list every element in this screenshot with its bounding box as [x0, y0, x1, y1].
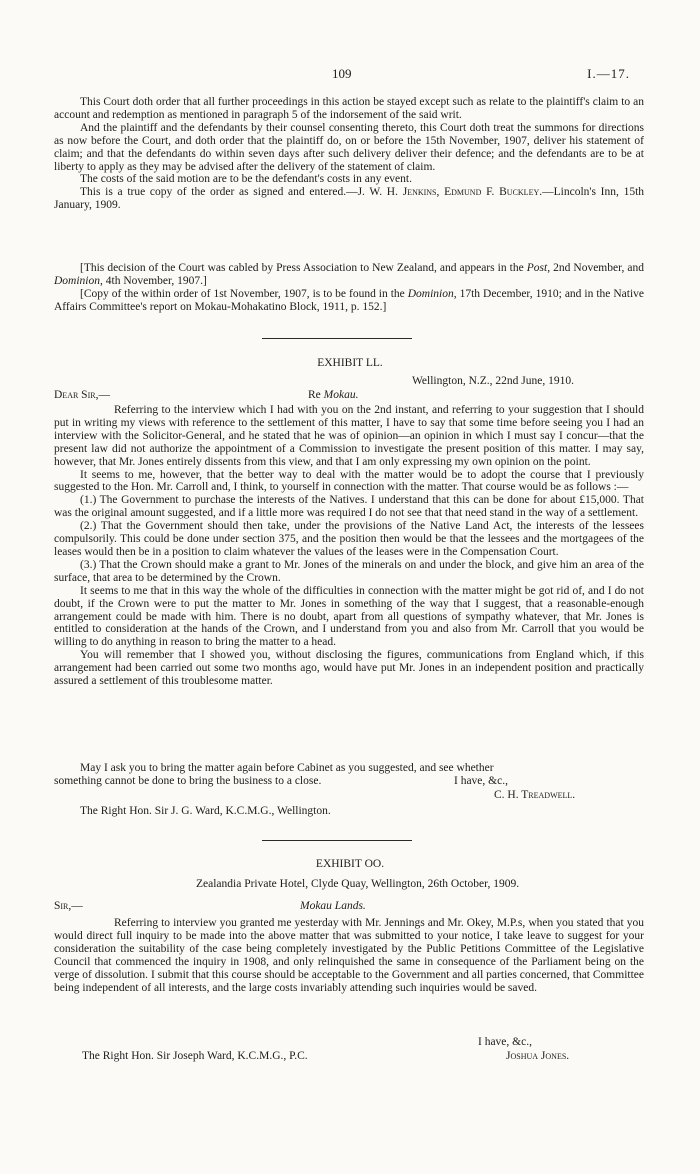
exhibit-oo-salutation: Sir,— [54, 900, 83, 912]
paragraph: (3.) That the Crown should make a grant to Mr. Jones of the minerals on and under the block, and give him an area of the surface, that area to be determined by the Crown. [54, 558, 644, 584]
exhibit-oo-closing: I have, &c., [478, 1036, 532, 1048]
exhibit-oo-body [54, 917, 644, 994]
signatory-jenkins: Jenkins [402, 186, 437, 199]
newspaper-post: Post [526, 262, 548, 274]
exhibit-ll-place-date: Wellington, N.Z., 22nd June, 1910. [412, 375, 574, 387]
section-reference: I.—17. [587, 66, 630, 81]
paragraph: Referring to interview you granted me yesterday with Mr. Jennings and Mr. Okey, M.P.s, when you stated that you would direct full inquiry to be made into the above matter that was submitted to your notice, I take leave to suggest for your consideration the suitability of the case being completely investigated by the Public Petitions Committee of the Legislative Council that commenced the inquiry in 1908, and only relinquished the same in consequence of the Parliament being on the verge of dissolution. I submit that this course should be acceptable to the Government and all parties concerned, that Committee being independent of all interests, and the large costs invariably attending such inquiries would be saved. [54, 917, 644, 994]
paragraph: (2.) That the Government should then take, under the provisions of the Native Land Act, the interests of the lessees compulsorily. This could be done under section 375, and the position then would be that the lessees and the mortgagees of the leases would then be in a position to claim whatever the values of the leases were in the Compensation Court. [54, 520, 644, 558]
exhibit-ll-addressee: The Right Hon. Sir J. G. Ward, K.C.M.G., Wellington. [80, 805, 331, 817]
note-text: [Copy of the within order of 1st November, 1907, is to be found in the [80, 287, 408, 300]
exhibit-oo-signature: Joshua Jones. [506, 1050, 570, 1062]
exhibit-ll-signature: C. H. Treadwell. [494, 789, 576, 801]
re-subject: Mokau. [323, 389, 359, 401]
paragraph: The costs of the said motion are to be the defendant's costs in any event. [80, 173, 412, 186]
true-copy-suffix: .—Lincoln's Inn, 15th January, 1909. [54, 186, 645, 212]
true-copy-prefix: This is a true copy of the order as signed and entered.—J. W. H. [80, 186, 403, 199]
exhibit-ll-title: EXHIBIT LL. [317, 357, 383, 369]
re-prefix: Re [308, 389, 324, 401]
exhibit-ll-salutation: Dear Sir,— [54, 389, 110, 401]
signatory-buckley: Edmund F. Buckley [444, 186, 540, 199]
exhibit-ll-re-line [308, 389, 358, 401]
note-text: , 2nd November, and [547, 262, 644, 274]
exhibit-oo-place-date: Zealandia Private Hotel, Clyde Quay, Wellington, 26th October, 1909. [196, 878, 520, 890]
exhibit-oo-addressee: The Right Hon. Sir Joseph Ward, K.C.M.G., P.C. [82, 1050, 308, 1062]
paragraph: (1.) The Government to purchase the interests of the Natives. I understand that this can be done for about £15,000. That was the original amount suggested, and if a little more was required I do not see that that need stand in the way of a settlement. [54, 494, 644, 520]
paragraph: It seems to me, however, that the better way to deal with the matter would be to adopt the course that I previously suggested to the Hon. Mr. Carroll and, I think, to yourself in connection with the matter. That course would be as follows :— [54, 468, 644, 494]
page-number: 109 [332, 66, 352, 81]
note-copy [54, 288, 644, 314]
paragraph: It seems to me that in this way the whole of the difficulties in connection with the matter might be got rid of, and I do not doubt, if the Crown were to put the matter to Mr. Jones in something of the way that I suggest, that a reasonable-enough arrangement could be made with him. There is no doubt, apart from all questions of sympathy whatever, that Mr. Jones is entitled to consideration at the hands of the Crown, and I understand from you and also from Mr. Carroll that you would be willing to do anything in reason to bring the matter to a head. [54, 584, 644, 649]
note-text: , 17th December, 1910; and in the Native Affairs Committee's report on Mokau-Mohakatino Block, 1911, p. 152.] [54, 287, 644, 313]
paragraph: And the plaintiff and the defendants by their counsel consenting thereto, this Court doth treat the summons for directions as now before the Court, and doth order that the plaintiff do, on or before the 15th November, 1907, deliver his statement of claim; and that the defendants do within seven days after such delivery deliver their defence; and the defendants are to be at liberty to apply as they may be advised after the delivery of the statement of claim. [54, 121, 644, 173]
exhibit-ll-body [54, 404, 644, 688]
newspaper-dominion: Dominion [54, 274, 100, 287]
exhibit-ll-closing: I have, &c., [454, 775, 508, 787]
note-text: [This decision of the Court was cabled by Press Association to New Zealand, and appears in the [80, 262, 527, 274]
exhibit-oo-subject: Mokau Lands. [300, 900, 366, 912]
section-divider [262, 840, 412, 841]
true-copy-statement [54, 186, 644, 212]
signatory-separator: , [436, 186, 445, 199]
court-order-text [54, 96, 644, 212]
exhibit-oo-title: EXHIBIT OO. [315, 858, 385, 870]
exhibit-ll-last-paragraph-line2: something cannot be done to bring the business to a close. [54, 775, 322, 787]
paragraph: You will remember that I showed you, without disclosing the figures, communications from England which, if this arrangement had been carried out some two months ago, would have put Mr. Jones in an independent position and practically assured a settlement of this troublesome matter. [54, 649, 644, 688]
paragraph: This Court doth order that all further proceedings in this action be stayed except such as relate to the plaintiff's claim to an account and redemption as mentioned in paragraph 5 of the indorsement of the said writ. [54, 96, 644, 121]
editorial-notes [54, 262, 644, 314]
note-cable [54, 262, 644, 288]
note-text: , 4th November, 1907.] [100, 274, 207, 287]
paragraph: Referring to the interview which I had with you on the 2nd instant, and referring to your suggestion that I should put in writing my views with reference to the settlement of this matter, I have to say that some time before seeing you I had an interview with the Solicitor-General, and he stated that he was of opinion—an opinion in which I must say I concur—that the present law did not authorize the appointment of a Commission to investigate the present position of this matter. I may say, however, that Mr. Jones entirely dissents from this view, and that I am only expressing my own opinion on the point. [54, 404, 644, 468]
exhibit-ll-last-paragraph-line1: May I ask you to bring the matter again before Cabinet as you suggested, and see whether [80, 762, 494, 774]
newspaper-dominion: Dominion [407, 287, 454, 300]
section-divider [262, 338, 412, 339]
